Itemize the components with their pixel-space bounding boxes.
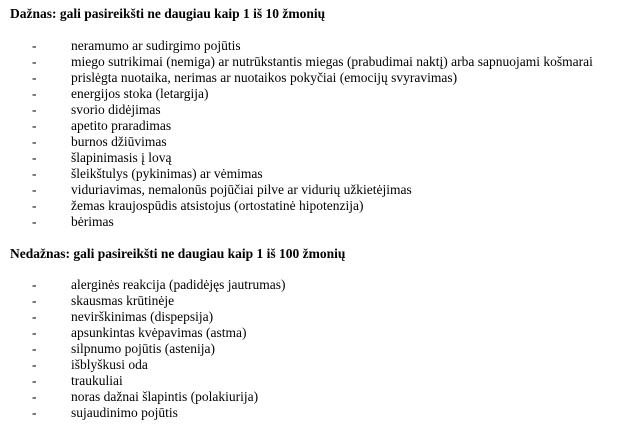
list-item-text: alerginės reakcija (padidėjęs jautrumas) — [71, 277, 286, 292]
side-effects-list — [10, 277, 635, 421]
list-item — [10, 357, 635, 373]
list-item — [10, 389, 635, 405]
list-item — [10, 166, 635, 182]
list-item — [10, 405, 635, 421]
list-item — [10, 86, 635, 102]
list-item-text: svorio didėjimas — [71, 102, 161, 117]
list-item — [10, 150, 635, 166]
list-item — [10, 182, 635, 198]
list-dash: - — [32, 54, 37, 69]
list-dash: - — [32, 357, 37, 372]
list-dash: - — [32, 198, 37, 213]
list-item-text: apetito praradimas — [71, 118, 172, 133]
list-dash: - — [32, 405, 37, 420]
list-item-text: išblyškusi oda — [71, 357, 148, 372]
list-item-text: bėrimas — [71, 214, 114, 229]
list-item — [10, 325, 635, 341]
list-item — [10, 134, 635, 150]
list-item — [10, 373, 635, 389]
side-effects-list — [10, 38, 635, 230]
list-dash: - — [32, 341, 37, 356]
list-item-text: burnos džiūvimas — [71, 134, 167, 149]
list-item-text: viduriavimas, nemalonūs pojūčiai pilve ar vidurių užkietėjimas — [71, 182, 412, 197]
list-item-text: noras dažnai šlapintis (polakiurija) — [71, 389, 259, 404]
section-uncommon-side-effects — [10, 246, 635, 421]
list-item — [10, 214, 635, 230]
list-item-text: skausmas krūtinėje — [71, 293, 175, 308]
list-item — [10, 198, 635, 214]
list-dash: - — [32, 166, 37, 181]
list-item — [10, 309, 635, 325]
section-heading: Dažnas: gali pasireikšti ne daugiau kaip 1 iš 10 žmonių — [10, 6, 326, 21]
list-item-text: šleikštulys (pykinimas) ar vėmimas — [71, 166, 263, 181]
list-item — [10, 102, 635, 118]
list-dash: - — [32, 309, 37, 324]
list-dash: - — [32, 150, 37, 165]
list-dash: - — [32, 38, 37, 53]
section-common-side-effects — [10, 6, 635, 230]
list-item-text: nevirškinimas (dispepsija) — [71, 309, 214, 324]
list-dash: - — [32, 389, 37, 404]
list-item — [10, 38, 635, 54]
list-item — [10, 70, 635, 86]
list-item — [10, 277, 635, 293]
list-item — [10, 341, 635, 357]
list-dash: - — [32, 373, 37, 388]
list-dash: - — [32, 182, 37, 197]
list-item-text: silpnumo pojūtis (astenija) — [71, 341, 215, 356]
section-heading: Nedažnas: gali pasireikšti ne daugiau kaip 1 iš 100 žmonių — [10, 246, 346, 261]
list-item-text: miego sutrikimai (nemiga) ar nutrūkstantis miegas (prabudimai naktį) arba sapnuojami košmarai — [71, 54, 593, 69]
list-item-text: neramumo ar sudirgimo pojūtis — [71, 38, 241, 53]
list-item-text: žemas kraujospūdis atsistojus (ortostatinė hipotenzija) — [71, 198, 364, 213]
list-item — [10, 54, 635, 70]
list-dash: - — [32, 86, 37, 101]
list-dash: - — [32, 293, 37, 308]
list-item-text: šlapinimasis į lovą — [71, 150, 172, 165]
list-item-text: apsunkintas kvėpavimas (astma) — [71, 325, 247, 340]
list-item-text: prislėgta nuotaika, nerimas ar nuotaikos pokyčiai (emocijų svyravimas) — [71, 70, 458, 85]
list-dash: - — [32, 70, 37, 85]
list-item-text: energijos stoka (letargija) — [71, 86, 209, 101]
list-dash: - — [32, 277, 37, 292]
list-item — [10, 293, 635, 309]
list-dash: - — [32, 214, 37, 229]
list-dash: - — [32, 325, 37, 340]
list-item-text: traukuliai — [71, 373, 123, 388]
list-dash: - — [32, 118, 37, 133]
list-dash: - — [32, 102, 37, 117]
list-dash: - — [32, 134, 37, 149]
list-item — [10, 118, 635, 134]
list-item-text: sujaudinimo pojūtis — [71, 405, 178, 420]
